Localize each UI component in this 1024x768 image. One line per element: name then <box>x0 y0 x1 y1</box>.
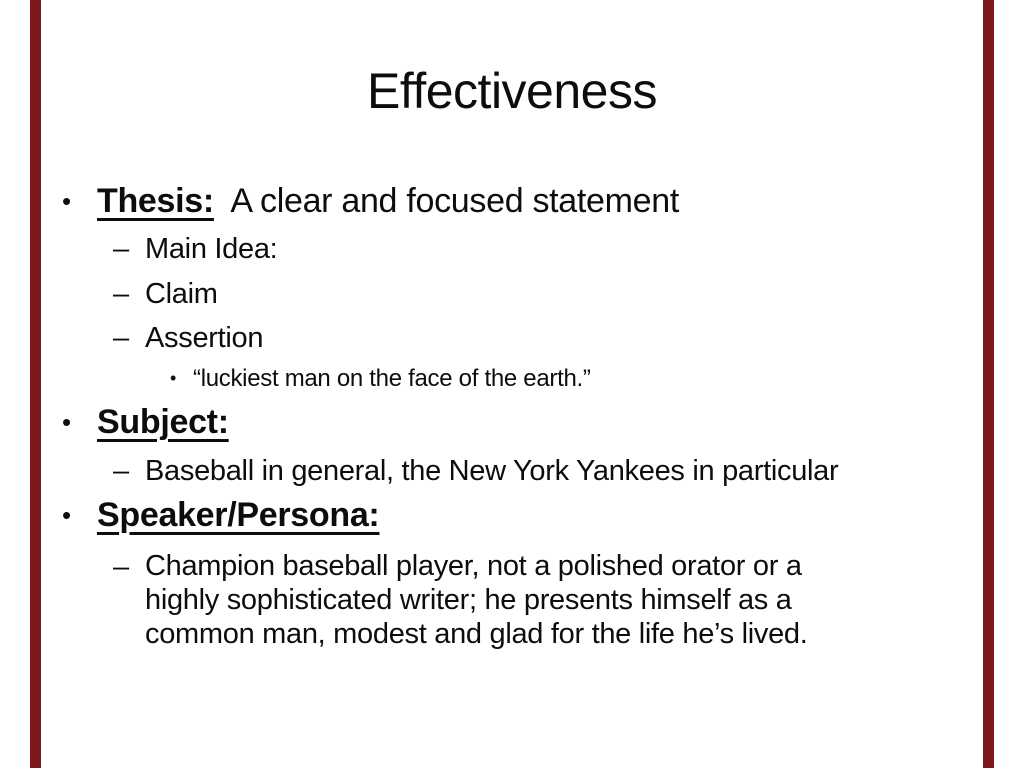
champion-paragraph <box>145 549 808 651</box>
bullet-icon: • <box>170 368 177 388</box>
main-idea-text: Main Idea: <box>145 233 278 265</box>
thesis-statement-text: A clear and focused statement <box>213 182 680 220</box>
sub-bullet-main-idea <box>113 231 277 267</box>
paragraph-line-1: Champion baseball player, not a polished orator or a <box>145 550 802 582</box>
dash-icon: – <box>113 551 129 583</box>
dash-icon: – <box>113 322 129 354</box>
thesis-label: Thesis: <box>97 182 214 220</box>
bullet-item-thesis <box>62 181 679 221</box>
paragraph-line-2: highly sophisticated writer; he presents himself as a <box>145 584 792 616</box>
baseball-text: Baseball in general, the New York Yankees in particular <box>145 455 839 487</box>
dash-icon: – <box>113 233 129 265</box>
sub-bullet-claim <box>113 276 218 312</box>
sub-bullet-baseball <box>113 453 838 489</box>
claim-text: Claim <box>145 278 218 310</box>
bullet-icon: • <box>62 186 71 216</box>
sub-bullet-assertion <box>113 320 263 356</box>
sub-sub-bullet-quote <box>170 363 591 394</box>
assertion-text: Assertion <box>145 322 264 354</box>
subject-label: Subject: <box>97 403 229 441</box>
quote-text: “luckiest man on the face of the earth.” <box>193 365 591 392</box>
sub-bullet-champion-paragraph <box>113 549 808 651</box>
speaker-persona-label: Speaker/Persona: <box>97 496 380 534</box>
bullet-item-speaker-persona <box>62 495 379 535</box>
dash-icon: – <box>113 278 129 310</box>
bullet-icon: • <box>62 500 71 530</box>
slide-title: Effectiveness <box>367 63 657 119</box>
bullet-icon: • <box>62 407 71 437</box>
bullet-item-subject <box>62 402 229 442</box>
dash-icon: – <box>113 455 129 487</box>
paragraph-line-3: common man, modest and glad for the life he’s lived. <box>145 618 808 650</box>
